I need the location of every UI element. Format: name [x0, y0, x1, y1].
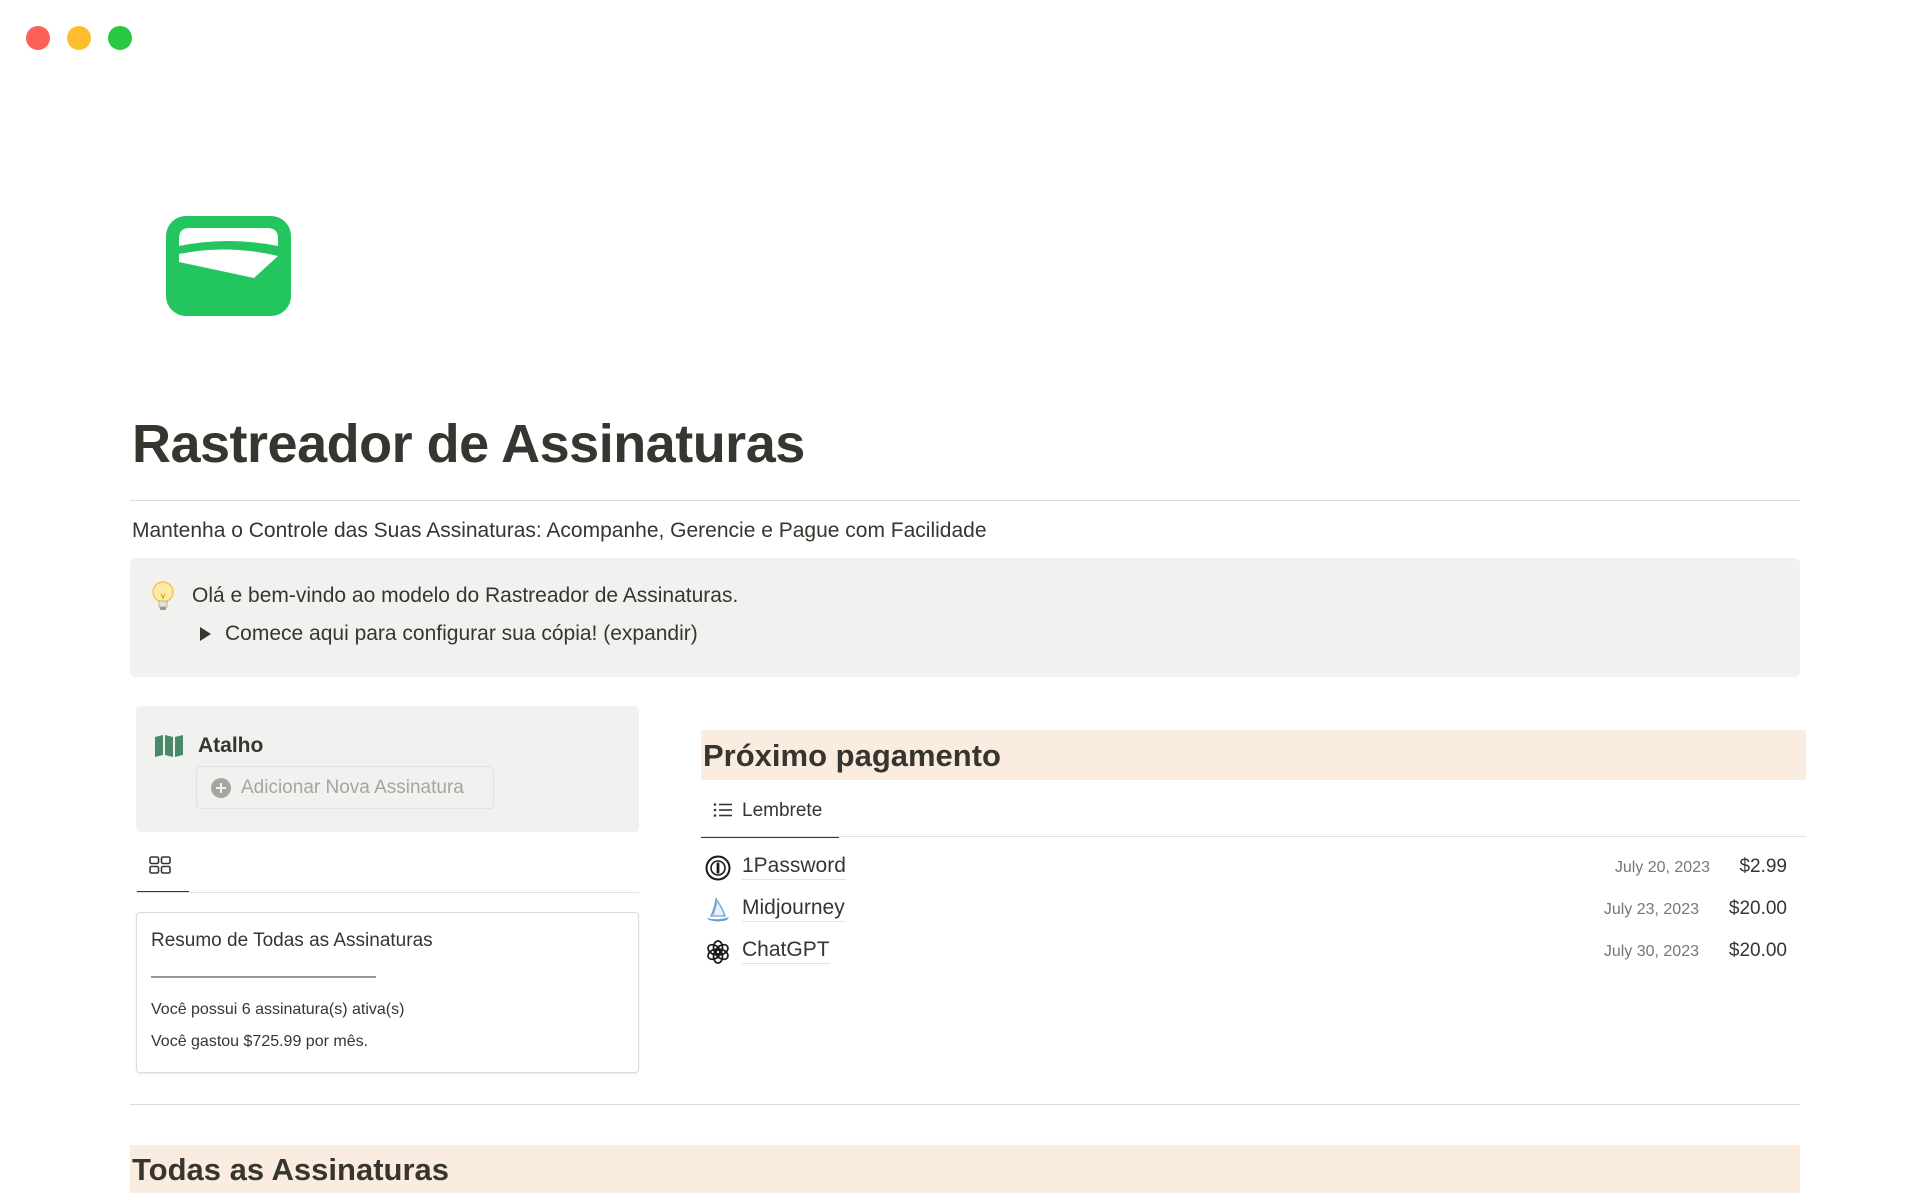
close-window-button[interactable]	[26, 26, 50, 50]
tab-gallery-view[interactable]	[137, 846, 189, 893]
monthly-spent-text: Você gastou $725.99 por mês.	[151, 1033, 369, 1050]
divider	[136, 892, 639, 893]
zoom-window-button[interactable]	[108, 26, 132, 50]
divider	[130, 500, 1800, 501]
item-price: $20.00	[1728, 940, 1787, 961]
toggle-arrow-icon[interactable]	[200, 627, 211, 641]
welcome-callout	[130, 558, 1800, 677]
all-subscriptions-heading: Todas as Assinaturas	[132, 1152, 450, 1187]
item-name[interactable]: ChatGPT	[742, 938, 830, 964]
add-subscription-button[interactable]	[196, 766, 494, 809]
item-name[interactable]: 1Password	[742, 854, 846, 880]
active-count-text: Você possui 6 assinatura(s) ativa(s)	[151, 1001, 405, 1018]
page-title[interactable]: Rastreador de Assinaturas	[132, 414, 805, 474]
window-controls	[26, 26, 132, 50]
item-price: $2.99	[1739, 856, 1787, 877]
callout-text: Olá e bem-vindo ao modelo do Rastreador de Assinaturas.	[192, 584, 739, 607]
page-subtitle: Mantenha o Controle das Suas Assinaturas: Acompanhe, Gerencie e Pague com Facilidade	[132, 519, 987, 542]
divider	[701, 836, 1806, 837]
next-payment-heading: Próximo pagamento	[703, 738, 1001, 773]
setup-toggle[interactable]	[198, 622, 698, 646]
item-price: $20.00	[1728, 898, 1787, 919]
item-date: July 30, 2023	[1603, 943, 1699, 960]
chatgpt-icon	[705, 939, 731, 965]
tab-label: Lembrete	[742, 800, 823, 821]
list-item[interactable]	[701, 846, 1801, 888]
list-icon	[713, 802, 733, 818]
list-item[interactable]	[701, 930, 1801, 972]
map-icon	[154, 734, 184, 758]
toggle-label[interactable]: Comece aqui para configurar sua cópia! (expandir)	[225, 622, 698, 645]
tab-lembrete[interactable]	[701, 792, 839, 838]
midjourney-icon	[705, 897, 731, 923]
minimize-window-button[interactable]	[67, 26, 91, 50]
item-date: July 20, 2023	[1614, 859, 1710, 876]
shortcut-callout	[136, 706, 639, 832]
1password-icon	[705, 855, 731, 881]
shortcut-label: Atalho	[198, 734, 264, 757]
item-name[interactable]: Midjourney	[742, 896, 845, 922]
gallery-icon	[149, 856, 171, 874]
summary-title: Resumo de Todas as Assinaturas	[151, 930, 433, 951]
plus-circle-icon	[211, 778, 231, 798]
lightbulb-icon	[150, 580, 176, 614]
list-item[interactable]	[701, 888, 1801, 930]
payment-list	[701, 846, 1801, 972]
item-date: July 23, 2023	[1603, 901, 1699, 918]
next-payment-heading-block	[701, 730, 1806, 780]
add-subscription-label: Adicionar Nova Assinatura	[241, 776, 464, 798]
summary-card[interactable]	[136, 912, 639, 1073]
summary-divider: ————————————————	[151, 968, 375, 985]
all-subscriptions-heading-block	[130, 1145, 1800, 1193]
divider	[130, 1104, 1800, 1105]
wallet-icon[interactable]	[166, 216, 291, 316]
